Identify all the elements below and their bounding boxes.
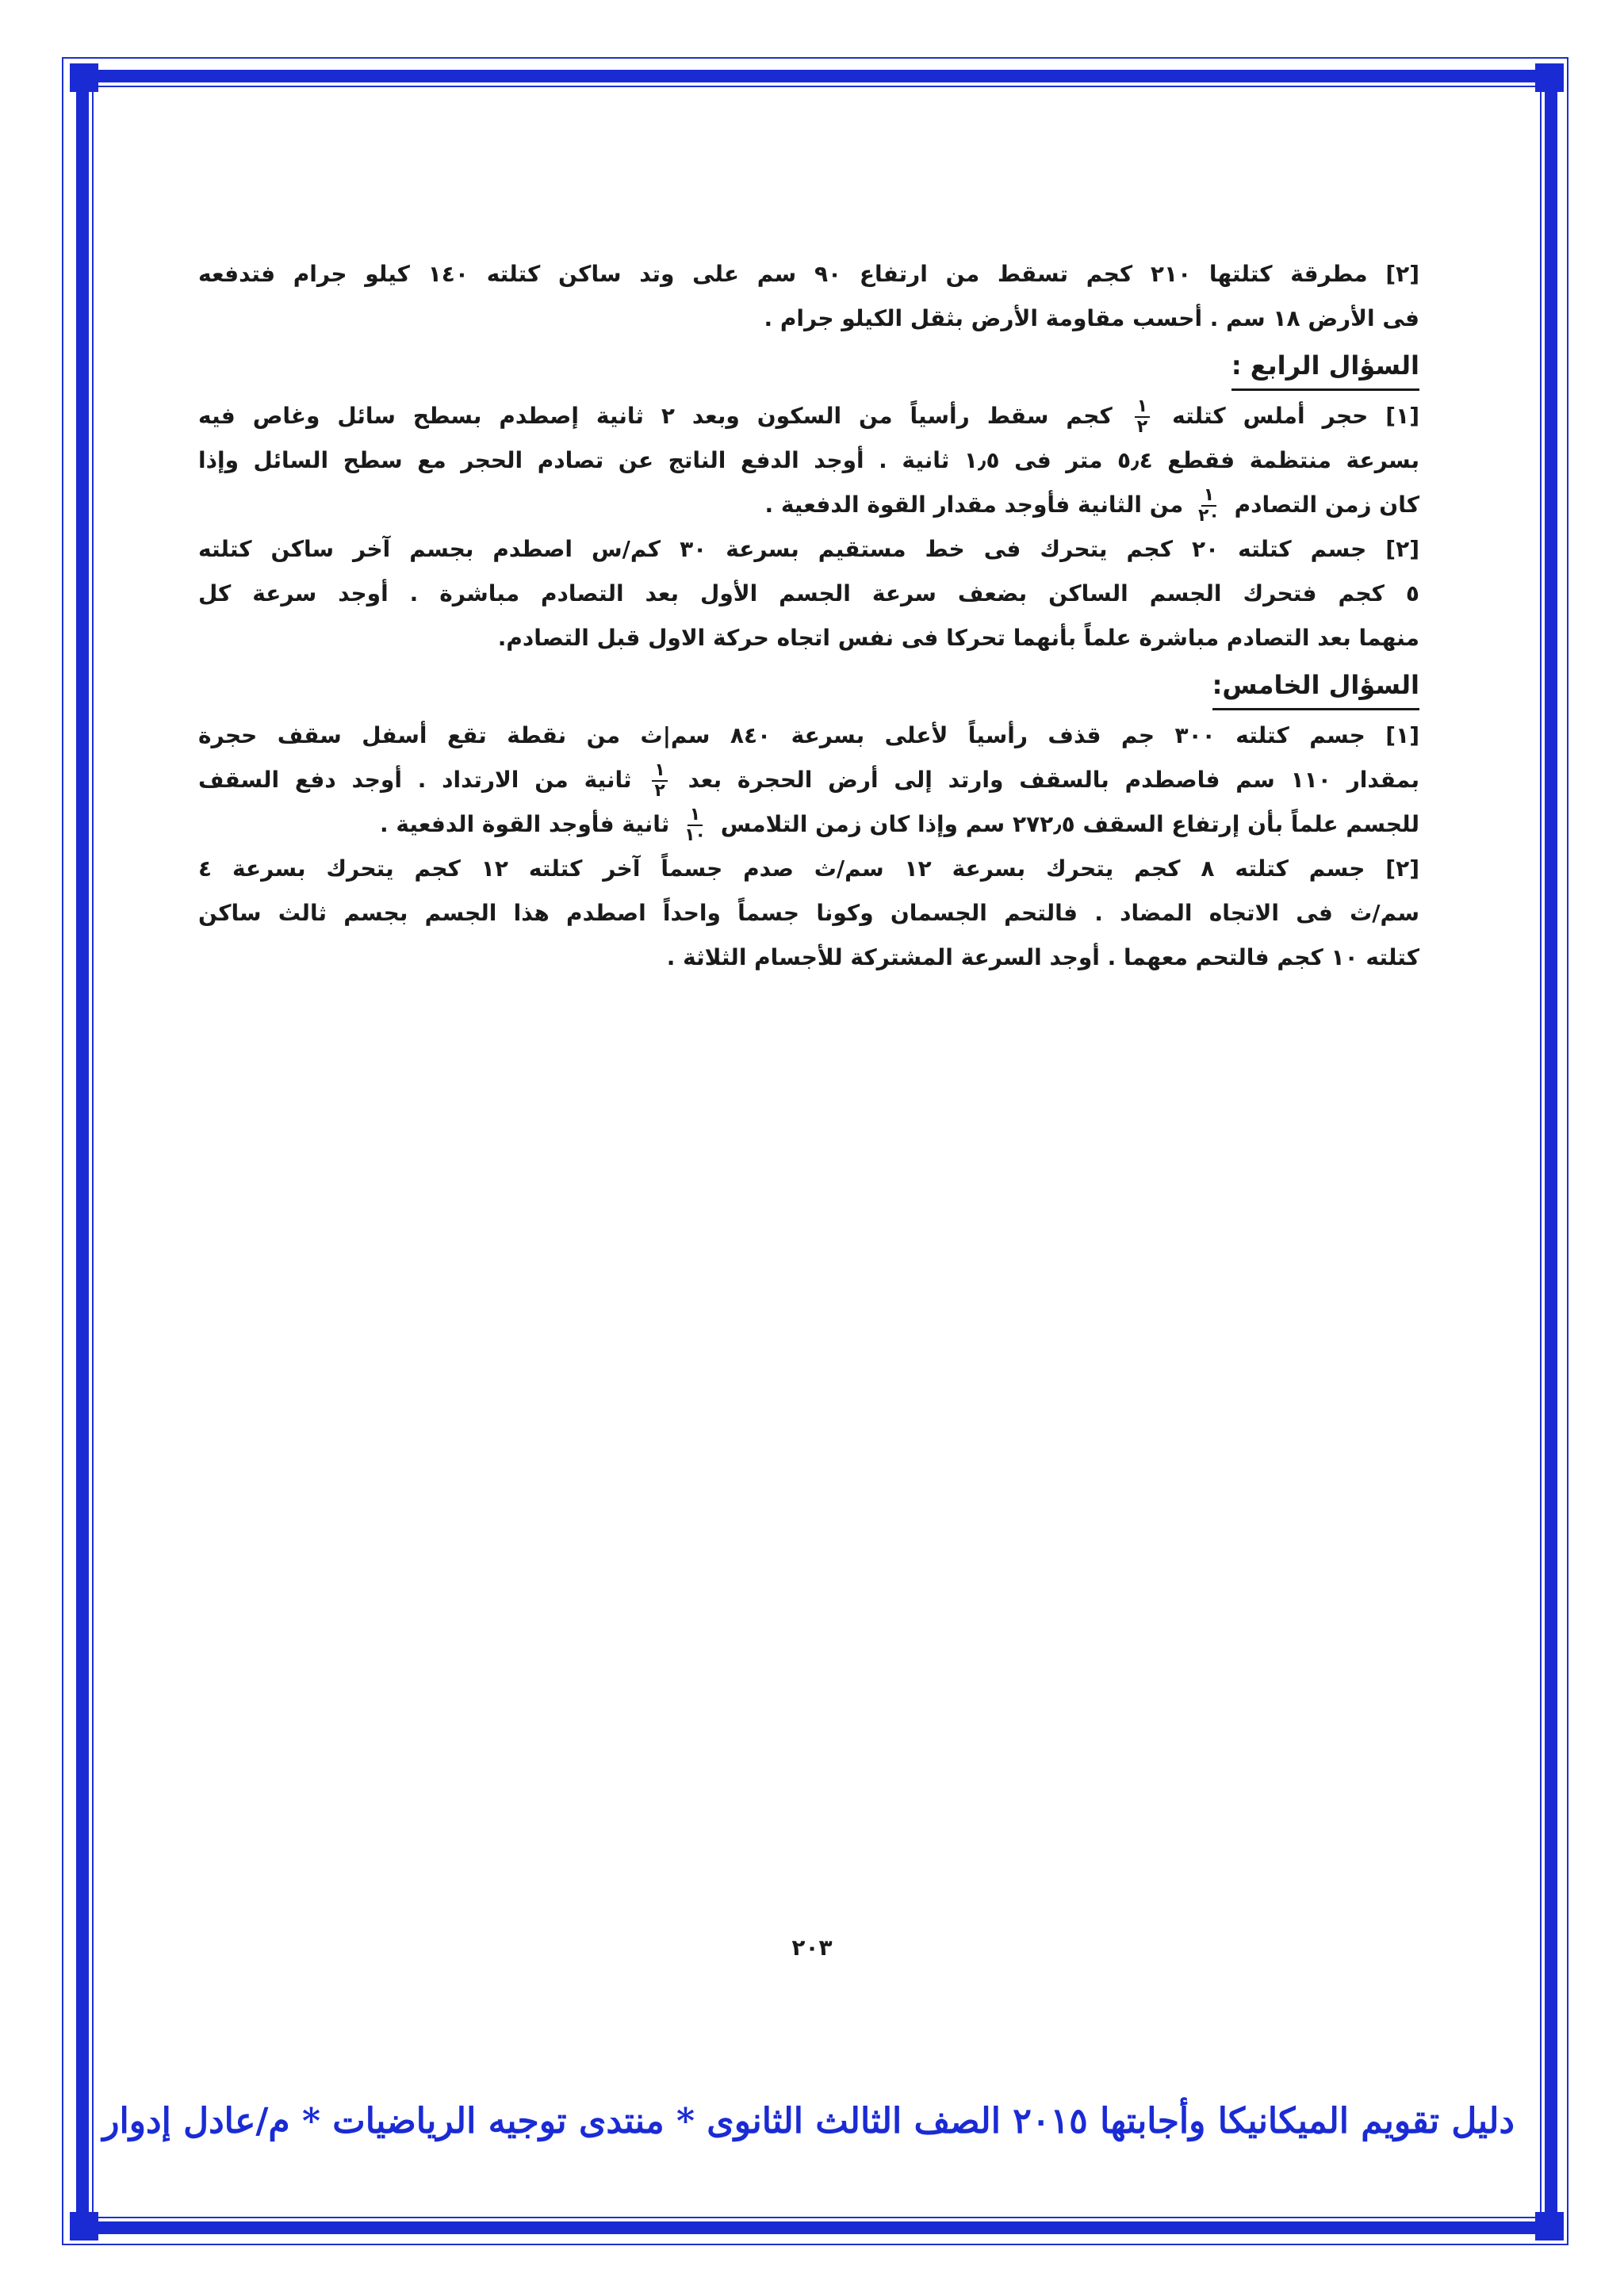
text-line: كتلته ١٠ كجم فالتحم معهما . أوجد السرعة المشتركة للأجسام الثلاثة . xyxy=(666,944,1419,970)
question5-heading: السؤال الخامس: xyxy=(1212,662,1419,710)
text-line: ٥ كجم فتحرك الجسم الساكن بضعف سرعة الجسم الأول بعد التصادم مباشرة . أوجد سرعة كل xyxy=(198,580,1419,607)
question5-item1 xyxy=(198,714,1419,847)
text-segment: كان زمن التصادم xyxy=(1234,492,1419,518)
text-line xyxy=(198,802,1419,847)
fraction xyxy=(1135,397,1150,437)
question4-item1 xyxy=(198,394,1419,527)
fraction-numerator: ١ xyxy=(688,806,703,826)
text-segment: للجسم علماً بأن إرتفاع السقف ٢٧٢٫٥ سم وإذا كان زمن التلامس xyxy=(720,811,1419,837)
fraction xyxy=(1196,486,1222,526)
fraction-numerator: ١ xyxy=(1135,397,1150,418)
text-line xyxy=(198,483,1419,527)
text-segment: بمقدار ١١٠ سم فاصطدم بالسقف وارتد إلى أرض الحجرة بعد xyxy=(688,767,1420,793)
border-corner-top-left xyxy=(70,63,98,92)
text-line: فى الأرض ١٨ سم . أحسب مقاومة الأرض بثقل الكيلو جرام . xyxy=(764,305,1419,331)
question4-item2 xyxy=(198,527,1419,660)
text-line: بسرعة منتظمة فقطع ٥٫٤ متر فى ١٫٥ ثانية . أوجد الدفع الناتج عن تصادم الحجر مع سطح السائل وإذا xyxy=(198,447,1419,473)
page-content xyxy=(198,252,1419,980)
text-segment: من الثانية فأوجد مقدار القوة الدفعية . xyxy=(764,492,1184,518)
fraction-numerator: ١ xyxy=(652,761,667,782)
text-line: سم/ث فى الاتجاه المضاد . فالتحم الجسمان وكونا جسماً واحداً اصطدم هذا الجسم بجسم ثالث ساكن xyxy=(198,900,1419,926)
fraction-denominator: ٢٠ xyxy=(1198,506,1220,526)
text-line: [١] جسم كتلته ٣٠٠ جم قذف رأسياً لأعلى بسرعة ٨٤٠ سم|ث من نقطة تقع أسفل سقف حجرة xyxy=(198,722,1419,748)
text-line xyxy=(198,394,1419,438)
border-corner-bottom-right xyxy=(1535,2212,1564,2241)
text-segment: ثانية من الارتداد . أوجد دفع السقف xyxy=(198,767,632,793)
fraction-denominator: ١٠ xyxy=(684,825,706,845)
border-corner-bottom-left xyxy=(70,2212,98,2241)
question3-item2 xyxy=(198,252,1419,341)
text-segment: ثانية فأوجد القوة الدفعية . xyxy=(379,811,670,837)
text-line: منهما بعد التصادم مباشرة علماً بأنهما تحركا فى نفس اتجاه حركة الاول قبل التصادم. xyxy=(497,625,1419,651)
page-footer: دليل تقويم الميكانيكا وأجابتها ٢٠١٥ الصف الثالث الثانوى * منتدى توجيه الرياضيات * م/عادل إدوار xyxy=(102,2101,1515,2141)
fraction xyxy=(682,806,708,845)
text-segment: [١] حجر أملس كتلته xyxy=(1172,403,1419,429)
text-line xyxy=(198,758,1419,802)
fraction-denominator: ٢ xyxy=(654,781,665,801)
text-line: [٢] جسم كتلته ٢٠ كجم يتحرك فى خط مستقيم بسرعة ٣٠ كم/س اصطدم بجسم آخر ساكن كتلته xyxy=(198,536,1419,562)
question5-item2 xyxy=(198,847,1419,980)
fraction-denominator: ٢ xyxy=(1136,417,1148,437)
text-line: [٢] مطرقة كتلتها ٢١٠ كجم تسقط من ارتفاع ٩٠ سم على وتد ساكن كتلته ١٤٠ كيلو جرام فتدفعه xyxy=(198,261,1420,287)
text-line: [٢] جسم كتلته ٨ كجم يتحرك بسرعة ١٢ سم/ث صدم جسماً آخر كتلته ١٢ كجم يتحرك بسرعة ٤ xyxy=(198,855,1419,882)
question4-heading: السؤال الرابع : xyxy=(1231,342,1419,391)
page-number: ٢٠٣ xyxy=(791,1934,833,1961)
border-corner-top-right xyxy=(1535,63,1564,92)
fraction-numerator: ١ xyxy=(1201,486,1216,507)
fraction xyxy=(652,761,667,801)
text-segment: كجم سقط رأسياً من السكون وبعد ٢ ثانية إصطدم بسطح سائل وغاص فيه xyxy=(198,403,1113,429)
